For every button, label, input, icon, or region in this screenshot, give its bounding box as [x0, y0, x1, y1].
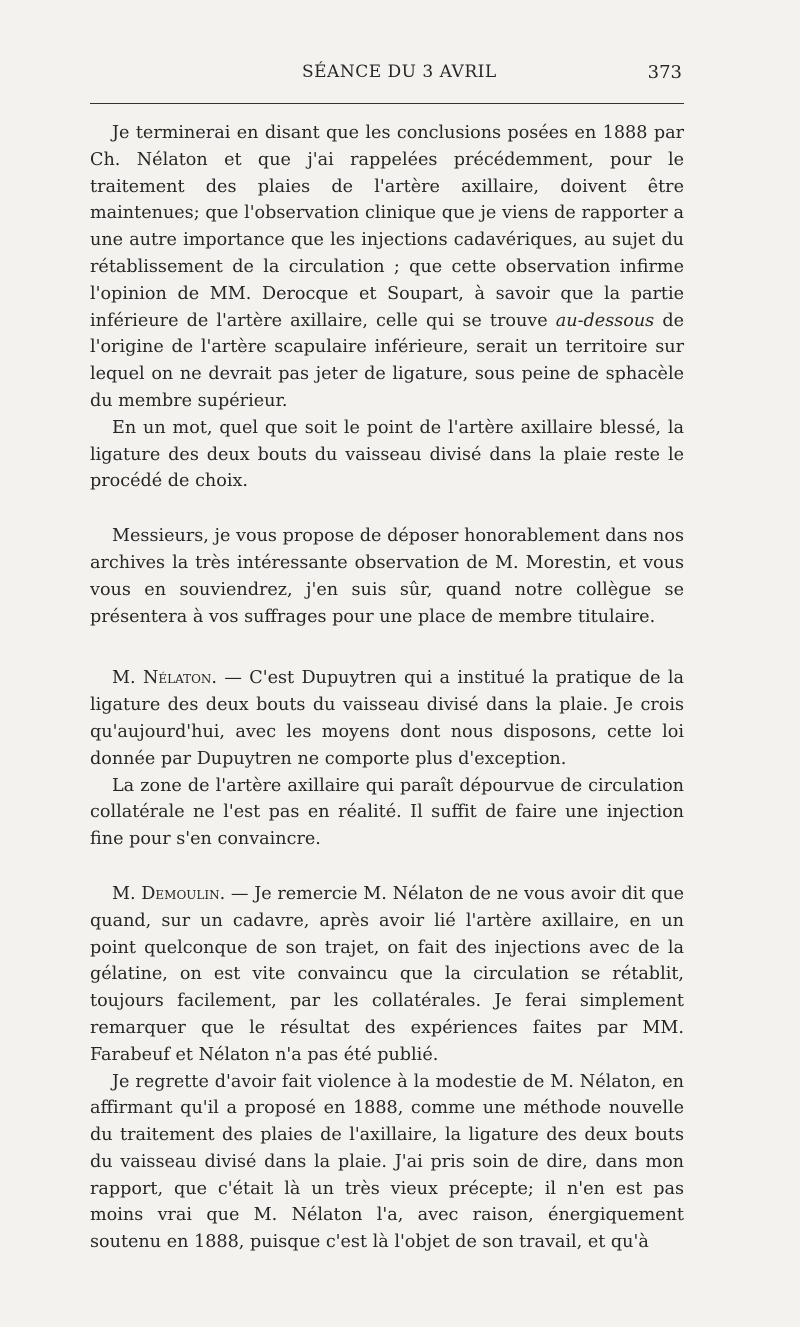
body-text: [90, 120, 684, 1256]
paragraph-conclusions: [90, 120, 684, 415]
speaker-demoulin: M. Demoulin.: [112, 883, 226, 904]
paragraph-ligature-choice: En un mot, quel que soit le point de l'artère axillaire blessé, la ligature des deux bouts du vaisseau divisé dans la plaie reste le procédé de choix.: [90, 417, 684, 492]
running-header: [90, 62, 684, 92]
paragraph-proposal: Messieurs, je vous propose de déposer honorablement dans nos archives la très intéressante observation de M. Morestin, et vous vous en souviendrez, j'en suis sûr, quand notre collègue se présentera à vos suffrages pour une place de membre titulaire.: [90, 526, 684, 627]
header-title: SÉANCE DU 3 AVRIL: [302, 62, 497, 82]
header-rule: [90, 103, 684, 104]
paragraph-text: — C'est Dupuytren qui a institué la pratique de la ligature des deux bouts du vaisseau divisé dans la plaie. Je crois qu'aujourd'hui, avec les moyens dont nous disposons, cette loi donnée par Dupuytren ne comporte plus d'exception.: [90, 668, 684, 769]
spacer: [90, 495, 684, 523]
paragraph-demoulin: [90, 881, 684, 1069]
paragraph-nelaton: [90, 665, 684, 772]
speaker-nelaton: M. Nélaton.: [112, 668, 218, 689]
page-number: 373: [647, 62, 682, 83]
emphasis-au-dessous: au-dessous: [555, 310, 655, 331]
paragraph-collateral-zone: La zone de l'artère axillaire qui paraît dépourvue de circulation collatérale ne l'est pas en réalité. Il suffit de faire une injection fine pour s'en convaincre.: [90, 775, 684, 850]
spacer: [90, 630, 684, 665]
paragraph-text: de l'origine de l'artère scapulaire inférieure, serait un territoire sur lequel on ne devrait pas jeter de ligature, sous peine de sphacèle du membre supérieur.: [90, 310, 684, 411]
spacer: [90, 853, 684, 881]
paragraph-regret: Je regrette d'avoir fait violence à la modestie de M. Nélaton, en affirmant qu'il a proposé en 1888, comme une méthode nouvelle du traitement des plaies de l'axillaire, la ligature des deux bouts du vaisseau divisé dans la plaie. J'ai pris soin de dire, dans mon rapport, que c'était là un très vieux précepte; il n'en est pas moins vrai que M. Nélaton l'a, avec raison, énergiquement soutenu en 1888, puisque c'est là l'objet de son travail, et qu'à: [90, 1071, 684, 1253]
paragraph-text: — Je remercie M. Nélaton de ne vous avoir dit que quand, sur un cadavre, après avoir lié l'artère axillaire, en un point quelconque de son trajet, on fait des injections avec de la gélatine, on est vite convaincu que la circulation se rétablit, toujours facilement, par les collatérales. Je ferai simplement remarquer que le résultat des expériences faites par MM. Farabeuf et Nélaton n'a pas été publié.: [90, 883, 685, 1065]
paragraph-text: Je terminerai en disant que les conclusions posées en 1888 par Ch. Nélaton et que j'ai rappelées précédemment, pour le traitement des plaies de l'artère axillaire, doivent être maintenues; que l'observation clinique que je viens de rapporter a une autre importance que les injections cadavériques, au sujet du rétablissement de la circulation ; que cette observation infirme l'opinion de MM. Derocque et Soupart, à savoir que la partie inférieure de l'artère axillaire, celle qui se trouve: [90, 123, 684, 331]
